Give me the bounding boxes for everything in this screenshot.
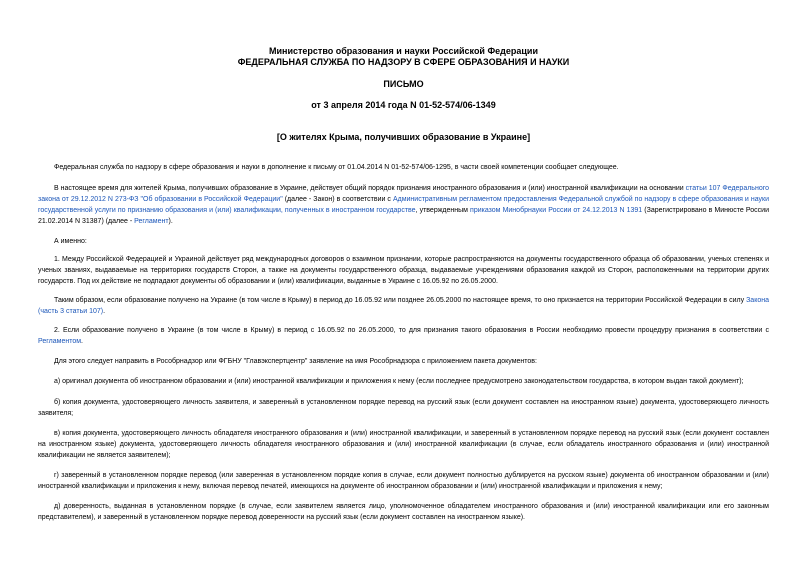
paragraph-recognition: [38, 295, 769, 317]
paragraph-submit: Для этого следует направить в Рособрнадзор или ФГБНУ "Главэкспертцентр" заявление на имя Рособрнадзора с приложением пакета документов:: [54, 358, 537, 365]
paragraph-text: (Зарегистрировано в Минюсте России 21.02.2014 N 31387) (далее -: [38, 207, 769, 225]
law-article-link[interactable]: статьи 107 Федерального закона от 29.12.2012 N 273-ФЗ "Об образовании в Российской Федерации": [38, 185, 769, 203]
paragraph-text: Таким образом, если образование получено на Украине (в том числе в Крыму) в период до 16.05.92 или позднее 26.05.2000 по настоящее время, то оно признается на территории Российской Федерации в силу: [54, 297, 747, 304]
paragraph-intro: Федеральная служба по надзору в сфере образования и науки в дополнение к письму от 01.04.2014 N 01-52-574/06-1295, в части своей компетенции сообщает следующее.: [54, 164, 619, 171]
reglament-link[interactable]: Регламент: [134, 218, 169, 225]
service-heading: ФЕДЕРАЛЬНАЯ СЛУЖБА ПО НАДЗОРУ В СФЕРЕ ОБРАЗОВАНИЯ И НАУКИ: [237, 57, 570, 67]
list-item-d: д) доверенность, выданная в установленном порядке (в случае, если заявителем является лицо, уполномоченное обладателем иностранного образования и (или) иностранной квалификации или его законным представителем), и заверенный в установленном порядке перевод доверенности на русский язык (если документ составлен на иностранном языке).: [38, 503, 769, 521]
document-subject: [О жителях Крыма, получивших образование в Украине]: [276, 132, 531, 142]
list-item-v: в) копия документа, удостоверяющего личность обладателя иностранного образования и (или) иностранной квалификации, и заверенный в установленном порядке перевод на русский язык (если документ составлен на иностранном языке) документа, удостоверяющего личность обладателя иностранного образования и (или) иностранной квалификации (в случае, если обладатель иностранного образования и (или) иностранной квалификации не является заявителем);: [38, 430, 769, 459]
document-type: ПИСЬМО: [383, 79, 424, 89]
list-item-a: а) оригинал документа об иностранном образовании и (или) иностранной квалификации и приложения к нему (если последнее предусмотрено законодательством государства, в котором выдан такой документ);: [54, 378, 744, 385]
reglament-link-2[interactable]: Регламентом: [38, 338, 82, 345]
paragraph-namely: А именно:: [54, 238, 87, 245]
paragraph-text: (далее - Закон) в соответствии с: [282, 196, 393, 203]
list-item-b: б) копия документа, удостоверяющего личность заявителя, и заверенный в установленном порядке перевод на русский язык (если документ составлен на иностранном языке) документа, удостоверяющего личность заявителя;: [38, 399, 769, 417]
paragraph-text: 2. Если образование получено в Украине (в том числе в Крыму) в период с 16.05.92 по 26.05.2000, то для признания такого образования в России необходимо провести процедуру признания в соответствии с: [54, 327, 769, 334]
paragraph-text: .: [103, 308, 106, 315]
paragraph-procedure: [38, 183, 769, 227]
paragraph-text: .: [81, 338, 83, 345]
regulation-link[interactable]: Административным регламентом предоставления Федеральной службой по надзору в сфере образования и науки государственной услуги по признанию образования и (или) квалификации, полученных в иностранном государстве: [38, 196, 769, 214]
paragraph-text: , утвержденным: [415, 207, 471, 214]
paragraph-text: ).: [168, 218, 173, 225]
paragraph-text: В настоящее время для жителей Крыма, получивших образование в Украине, действует общий порядок признания иностранного образования и (или) иностранной квалификации на основании: [54, 185, 686, 192]
list-item-g: г) заверенный в установленном порядке перевод (или заверенная в установленном порядке копия в случае, если документ полностью дублируется на русском языке) документа об иностранном образовании и (или) иностранной квалификации и приложения к нему, включая перевод печатей, имеющихся на документе об иностранном образовании и (или) иностранной квалификации и приложения к нему;: [38, 472, 769, 490]
ministry-heading: Министерство образования и науки Российской Федерации: [269, 46, 538, 56]
law-part-link[interactable]: Закона (часть 3 статьи 107): [38, 297, 769, 315]
paragraph-item-1: 1. Между Российской Федерацией и Украиной действует ряд международных договоров о взаимном признании, которые распространяются на документы государственного образца об образовании, ученых степенях и ученых званиях, выдаваемые на территориях государств Сторон, а также на документы государственного образца, выдаваемые учреждениями образования каждой из Сторон, расположенными на территории других государств. Под их действие не подпадают документы об образовании и (или) квалификации, выданные в Украине с 16.05.92 по 26.05.2000.: [38, 256, 769, 285]
document-date-number: от 3 апреля 2014 года N 01-52-574/06-1349: [311, 100, 496, 110]
order-link[interactable]: приказом Минобрнауки России от 24.12.2013 N 1391: [470, 207, 643, 214]
paragraph-item-2: [38, 325, 769, 347]
